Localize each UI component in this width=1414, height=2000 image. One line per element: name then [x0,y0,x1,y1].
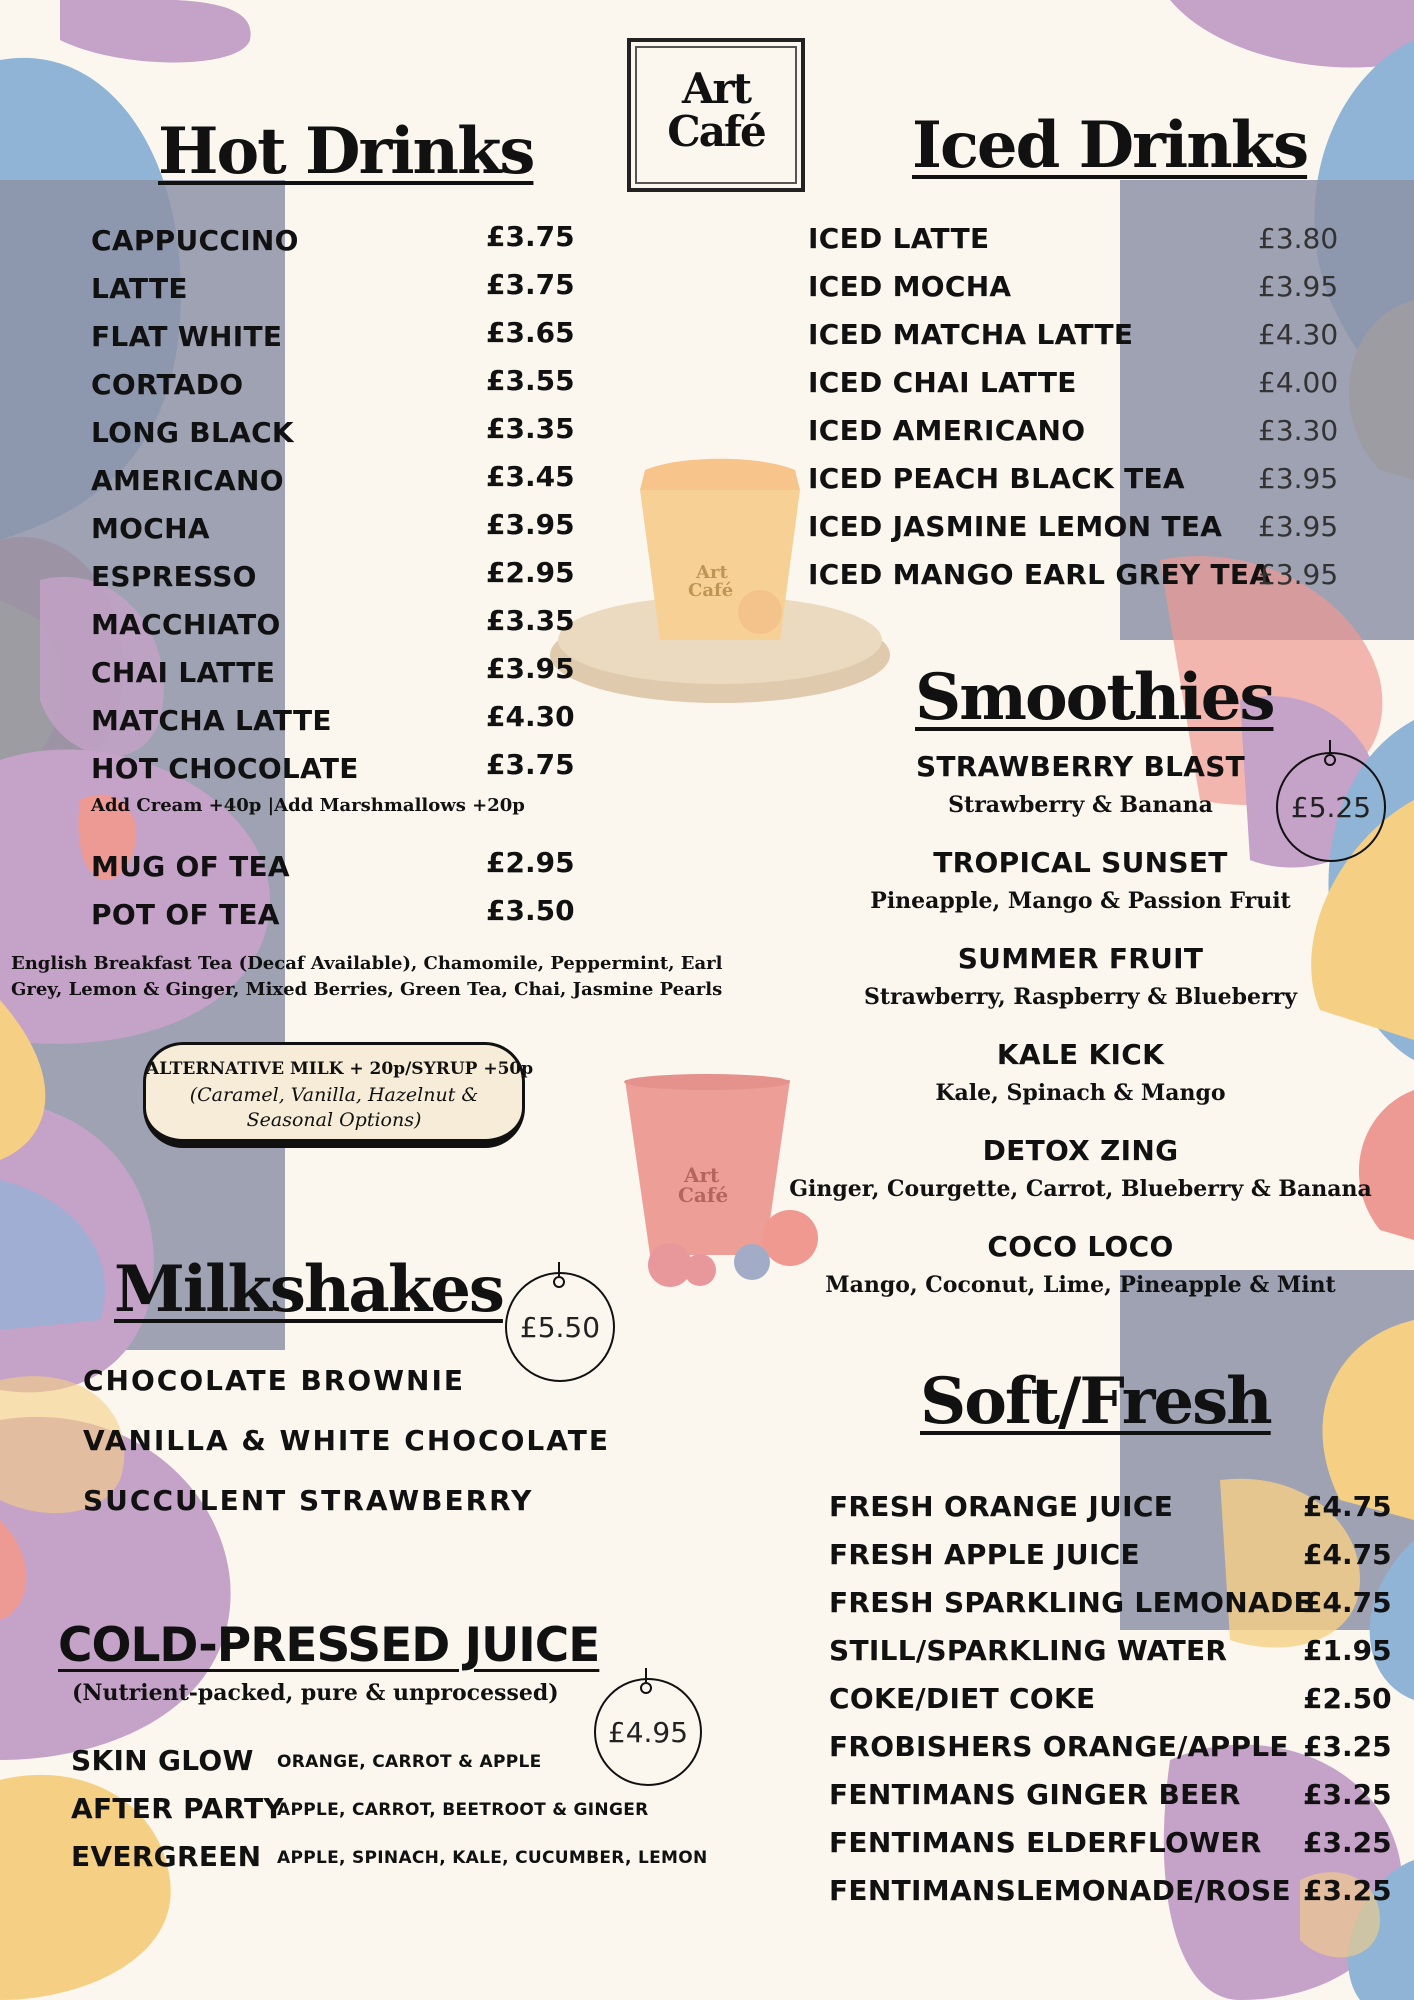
hot-drink-name: AMERICANO [91,464,284,497]
soft-fresh-title: Soft/Fresh [920,1364,1271,1439]
juice-name: SKIN GLOW [71,1744,254,1777]
soft-drink-name: COKE/DIET COKE [829,1682,1096,1715]
hot-drink-name: FLAT WHITE [91,320,283,353]
iced-drink-price: £4.00 [1258,366,1339,399]
smoothie-desc: Strawberry, Raspberry & Blueberry [863,984,1298,1010]
hot-drink-price: £3.95 [486,508,575,541]
hot-drink-price: £2.95 [486,556,575,589]
milkshakes-title: Milkshakes [114,1252,503,1327]
soft-drink-name: FRESH APPLE JUICE [829,1538,1140,1571]
tea-price: £3.50 [486,894,575,927]
milk-box-line1: ALTERNATIVE MILK + 20p/SYRUP +50p [146,1059,534,1079]
smoothie-name: KALE KICK [996,1038,1165,1071]
iced-drink-price: £3.95 [1258,270,1339,303]
cup-label-4: Café [678,1183,729,1207]
hot-drink-price: £3.55 [486,364,575,397]
hot-drink-name: MACCHIATO [91,608,281,641]
juice-title: COLD-PRESSED JUICE [58,1618,600,1673]
iced-drink-name: ICED MANGO EARL GREY TEA [808,558,1272,591]
hot-drink-name: CORTADO [91,368,244,401]
smoothie-desc: Pineapple, Mango & Passion Fruit [870,888,1291,914]
tea-price: £2.95 [486,846,575,879]
soft-drink-name: FENTIMANS ELDERFLOWER [829,1826,1262,1859]
iced-drink-name: ICED MATCHA LATTE [808,318,1134,351]
milk-syrup-box [143,1042,534,1148]
juice-price: £4.95 [607,1715,689,1749]
soft-drink-price: £4.75 [1303,1538,1392,1571]
smoothie-desc: Mango, Coconut, Lime, Pineapple & Mint [825,1272,1336,1298]
tea-note-line1: English Breakfast Tea (Decaf Available), Chamomile, Peppermint, Earl [11,953,723,974]
logo-text-cafe: Café [667,107,765,156]
soft-drink-price: £4.75 [1303,1490,1392,1523]
smoothies-price-tag [1276,752,1386,862]
hot-drink-price: £3.75 [486,220,575,253]
soft-drink-price: £2.50 [1303,1682,1392,1715]
hot-drink-name: MATCHA LATTE [91,704,332,737]
smoothie-name: DETOX ZING [982,1134,1179,1167]
hot-drink-name: CHAI LATTE [91,656,276,689]
addons-note: Add Cream +40p |Add Marshmallows +20p [91,795,525,816]
juice-subtitle: (Nutrient-packed, pure & unprocessed) [72,1680,559,1706]
iced-drink-price: £3.95 [1258,510,1339,543]
tea-note-line2: Grey, Lemon & Ginger, Mixed Berries, Green Tea, Chai, Jasmine Pearls [11,979,723,1000]
cup-label-1: Art [696,562,728,583]
hot-drink-price: £3.75 [486,268,575,301]
milkshake-name: SUCCULENT STRAWBERRY [83,1484,534,1517]
soft-drink-name: FENTIMANS GINGER BEER [829,1778,1241,1811]
soft-drink-price: £3.25 [1303,1826,1392,1859]
hot-drink-price: £3.75 [486,748,575,781]
juice-price-tag [594,1678,702,1786]
smoothies-price: £5.25 [1290,790,1372,824]
iced-drink-name: ICED CHAI LATTE [808,366,1077,399]
hot-drink-price: £3.45 [486,460,575,493]
hot-drink-name: LONG BLACK [91,416,294,449]
smoothie-desc: Strawberry & Banana [948,792,1213,818]
logo [627,38,805,192]
iced-drink-name: ICED AMERICANO [808,414,1086,447]
juice-desc: ORANGE, CARROT & APPLE [277,1752,542,1772]
smoothies-title: Smoothies [915,660,1274,735]
soft-drink-price: £3.25 [1303,1730,1392,1763]
hot-drink-name: MOCHA [91,512,210,545]
soft-drink-name: FENTIMANSLEMONADE/ROSE [829,1874,1291,1907]
hot-drink-price: £4.30 [486,700,575,733]
iced-drink-name: ICED LATTE [808,222,990,255]
milkshake-name: CHOCOLATE BROWNIE [83,1364,466,1397]
hot-drink-name: CAPPUCCINO [91,224,299,257]
smoothie-name: COCO LOCO [987,1230,1174,1263]
soft-drink-price: £4.75 [1303,1586,1392,1619]
soft-drink-name: STILL/SPARKLING WATER [829,1634,1228,1667]
iced-drink-name: ICED MOCHA [808,270,1012,303]
tea-name: POT OF TEA [91,898,280,931]
juice-name: EVERGREEN [71,1840,262,1873]
soft-drink-name: FRESH ORANGE JUICE [829,1490,1174,1523]
hot-drinks-title: Hot Drinks [158,114,534,189]
soft-drink-price: £3.25 [1303,1778,1392,1811]
logo-text-art: Art [681,64,751,113]
iced-drink-price: £4.30 [1258,318,1339,351]
iced-drink-price: £3.95 [1258,558,1339,591]
soft-drink-name: FROBISHERS ORANGE/APPLE [829,1730,1289,1763]
smoothie-desc: Kale, Spinach & Mango [935,1080,1226,1106]
milk-box-line3: Seasonal Options) [246,1109,422,1131]
juice-desc: APPLE, SPINACH, KALE, CUCUMBER, LEMON [277,1848,708,1868]
juice-desc: APPLE, CARROT, BEETROOT & GINGER [277,1800,649,1820]
juice-name: AFTER PARTY [71,1792,284,1825]
soft-drink-price: £1.95 [1303,1634,1392,1667]
cup-label-3: Art [684,1163,720,1187]
cup-label-2: Café [688,580,734,601]
hot-drink-name: LATTE [91,272,188,305]
hot-drink-name: ESPRESSO [91,560,257,593]
soft-drink-name: FRESH SPARKLING LEMONADE [829,1586,1313,1619]
smoothie-desc: Ginger, Courgette, Carrot, Blueberry & Banana [789,1176,1372,1202]
hot-drink-price: £3.95 [486,652,575,685]
milkshake-name: VANILLA & WHITE CHOCOLATE [83,1424,610,1457]
smoothie-name: SUMMER FRUIT [957,942,1204,975]
hot-drink-name: HOT CHOCOLATE [91,752,359,785]
milk-box-line2: (Caramel, Vanilla, Hazelnut & [189,1084,479,1106]
hot-drink-price: £3.35 [486,604,575,637]
iced-drink-name: ICED JASMINE LEMON TEA [808,510,1223,543]
iced-drink-price: £3.95 [1258,462,1339,495]
smoothie-name: TROPICAL SUNSET [933,846,1228,879]
iced-drink-price: £3.80 [1258,222,1339,255]
milkshakes-price-tag [505,1272,615,1382]
soft-drink-price: £3.25 [1303,1874,1392,1907]
iced-drink-price: £3.30 [1258,414,1339,447]
iced-drinks-title: Iced Drinks [912,108,1308,183]
hot-drink-price: £3.35 [486,412,575,445]
tea-name: MUG OF TEA [91,850,290,883]
iced-drink-name: ICED PEACH BLACK TEA [808,462,1185,495]
milkshakes-price: £5.50 [519,1310,601,1344]
hot-drink-price: £3.65 [486,316,575,349]
smoothie-name: STRAWBERRY BLAST [915,750,1246,783]
